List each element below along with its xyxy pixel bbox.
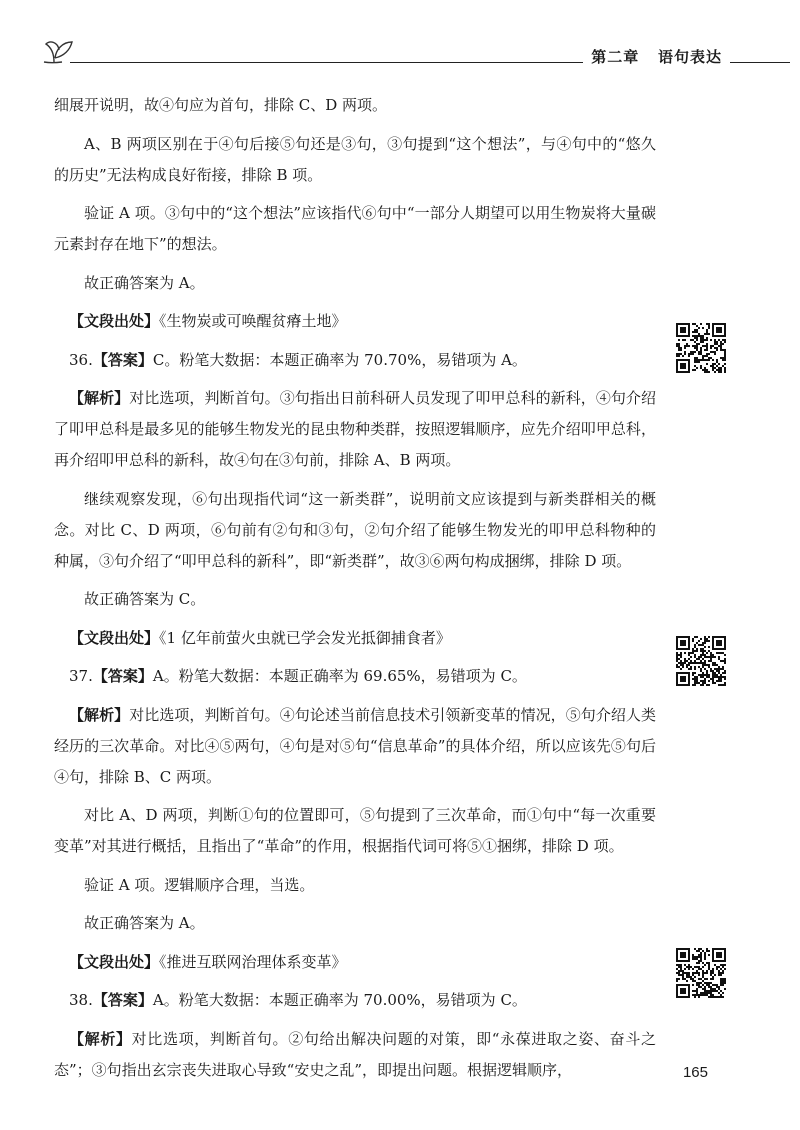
paragraph <box>54 870 656 901</box>
section-tag: 【文段出处】 <box>69 312 160 330</box>
section-title: 语句表达 <box>657 48 722 66</box>
paragraph-text: 对比选项，判断首句。③句指出日前科研人员发现了叩甲总科的新科，④句介绍了叩甲总科是最多见的能够生物发光的昆虫物种类群，按照逻辑顺序，应先介绍叩甲总科，再介绍叩甲总科的新科，故④句在③句前，排除 A、B 两项。 <box>54 389 656 469</box>
paragraph-text: 验证 A 项。③句中的“这个想法”应该指代⑥句中“一部分人期望可以用生物炭将大量碳元素封存在地下”的想法。 <box>54 204 656 253</box>
paragraph-text: 故正确答案为 A。 <box>84 914 205 932</box>
paragraph-text: 对比 A、D 两项，判断①句的位置即可，⑤句提到了三次革命，而①句中“每一次重要变革”对其进行概括，且指出了“革命”的作用，根据指代词可将⑤①捆绑，排除 D 项。 <box>54 806 656 855</box>
paragraph-text: C。粉笔大数据：本题正确率为 70.70%，易错项为 A。 <box>152 350 527 369</box>
paragraph <box>54 484 656 577</box>
paragraph <box>54 584 656 615</box>
paragraph-text: 细展开说明，故④句应为首句，排除 C、D 两项。 <box>54 96 388 114</box>
page-body <box>54 90 656 1093</box>
section-tag: 【解析】 <box>69 705 130 724</box>
section-tag: 【文段出处】 <box>69 952 160 971</box>
paragraph-text: 《1 亿年前萤火虫就已学会发光抵御捕食者》 <box>159 628 451 647</box>
paragraph-text: A。粉笔大数据：本题正确率为 69.65%，易错项为 C。 <box>152 667 527 685</box>
paragraph-text: 故正确答案为 C。 <box>84 590 206 608</box>
paragraph <box>54 268 656 299</box>
paragraph-text: 故正确答案为 A。 <box>84 273 205 292</box>
paragraph-text: 对比选项，判断首句。④句论述当前信息技术引领新变革的情况，⑤句介绍人类经历的三次革命。对比④⑤两句，④句是对⑤句“信息革命”的具体介绍，所以应该先⑤句后④句，排除 B、C 两项。 <box>54 705 656 786</box>
question-number: 36. <box>69 350 93 369</box>
section-tag: 【答案】 <box>92 667 153 685</box>
qr-code-36[interactable] <box>676 323 726 373</box>
section-tag: 【解析】 <box>69 389 130 407</box>
paragraph-text: 验证 A 项。逻辑顺序合理，当选。 <box>84 875 315 894</box>
paragraph <box>54 90 656 121</box>
paragraph <box>54 985 656 1016</box>
question-number: 37. <box>69 667 93 685</box>
paragraph <box>54 383 656 476</box>
section-tag: 【答案】 <box>92 991 153 1009</box>
paragraph-text: 《推进互联网治理体系变革》 <box>159 952 347 971</box>
paragraph <box>54 908 656 939</box>
qr-code-icon <box>676 636 726 686</box>
qr-code-38[interactable] <box>676 948 726 998</box>
chapter-number: 第二章 <box>591 48 640 66</box>
paragraph <box>54 1024 656 1086</box>
section-tag: 【文段出处】 <box>69 628 160 647</box>
paragraph-text: 对比选项，判断首句。②句给出解决问题的对策，即“永葆进取之姿、奋斗之态”；③句指出玄宗丧失进取心导致“安史之乱”，即提出问题。根据逻辑顺序， <box>54 1029 656 1079</box>
paragraph <box>54 700 656 793</box>
paragraph-text: 继续观察发现，⑥句出现指代词“这一新类群”，说明前文应该提到与新类群相关的概念。对比 C、D 两项，⑥句前有②句和③句，②句介绍了能够生物发光的叩甲总科物种的种属，③句介绍了“叩甲总科的新科”，即“新类群”，故③⑥两句构成捆绑，排除 D 项。 <box>54 489 656 570</box>
qr-code-icon <box>676 948 726 998</box>
paragraph <box>54 947 656 978</box>
paragraph <box>54 345 656 376</box>
paragraph-text: A。粉笔大数据：本题正确率为 70.00%，易错项为 C。 <box>152 991 527 1009</box>
section-tag: 【答案】 <box>92 350 153 369</box>
paragraph <box>54 800 656 862</box>
qr-code-37[interactable] <box>676 636 726 686</box>
page-header <box>40 28 790 72</box>
chapter-title <box>583 46 730 67</box>
section-tag: 【解析】 <box>69 1029 132 1048</box>
paragraph <box>54 661 656 692</box>
page-number: 165 <box>682 1064 708 1081</box>
paragraph-text: 《生物炭或可唤醒贫瘠土地》 <box>159 312 347 330</box>
paragraph-text: A、B 两项区别在于④句后接⑤句还是③句，③句提到“这个想法”，与④句中的“悠久的历史”无法构成良好衔接，排除 B 项。 <box>54 134 656 184</box>
question-number: 38. <box>69 991 93 1009</box>
paragraph <box>54 198 656 260</box>
paragraph <box>54 129 656 191</box>
paragraph <box>54 623 656 654</box>
paragraph <box>54 306 656 337</box>
qr-code-icon <box>676 323 726 373</box>
